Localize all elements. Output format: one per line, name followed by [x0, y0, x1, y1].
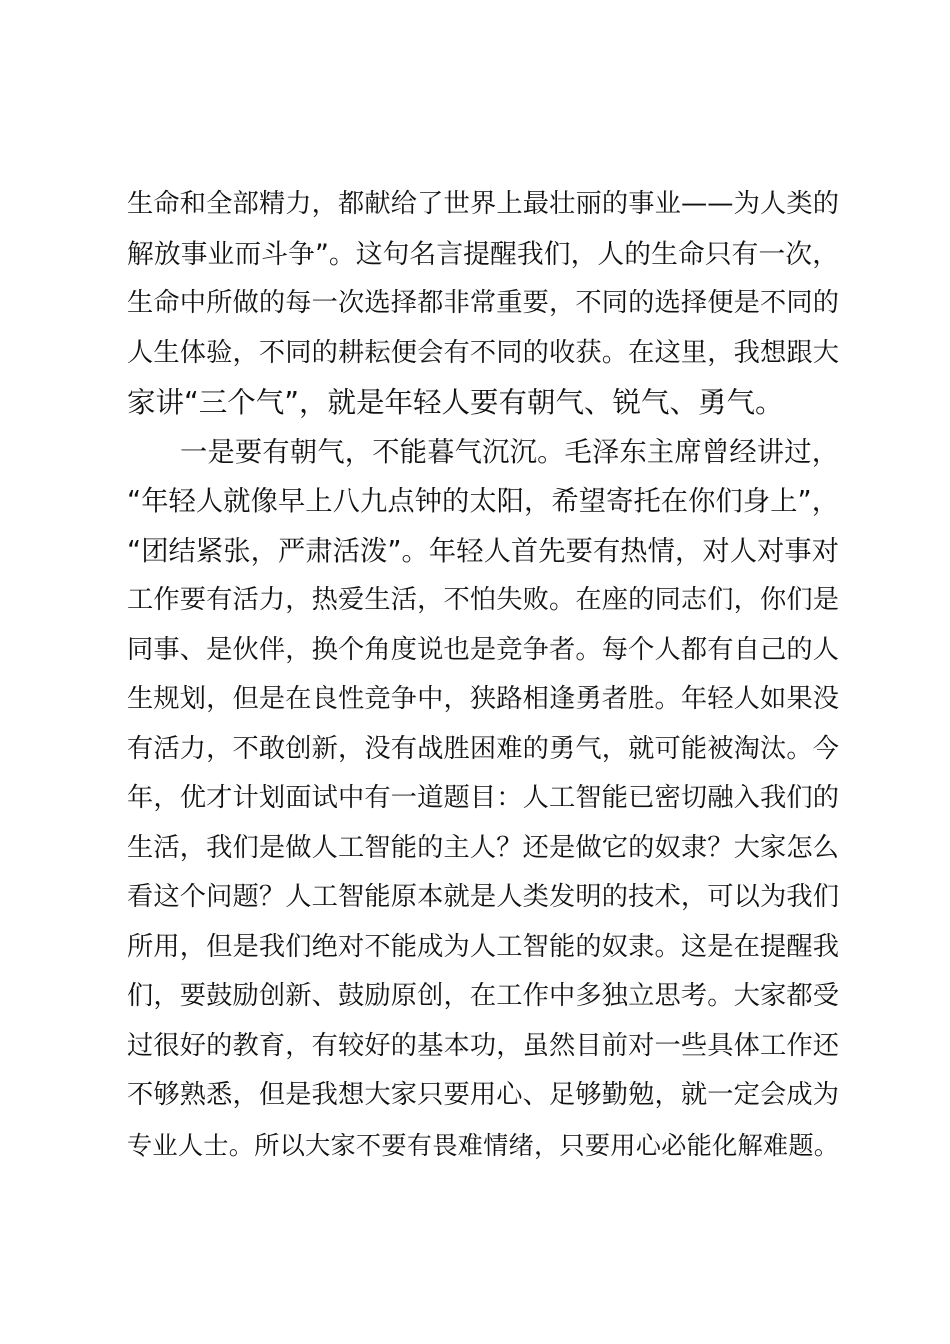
text-line: 们，要鼓励创新、鼓励原创，在工作中多独立思考。大家都受	[127, 981, 839, 1011]
body-text	[127, 180, 839, 1170]
text-line: 同事、是伙伴，换个角度说也是竞争者。每个人都有自己的人	[127, 634, 839, 665]
text-line: 有活力，不敢创新，没有战胜困难的勇气，就可能被淘汰。今	[127, 733, 839, 764]
text-line: 生活，我们是做人工智能的主人？还是做它的奴隶？大家怎么	[127, 832, 839, 863]
text-line: 家讲“三个气”，就是年轻人要有朝气、锐气、勇气。	[127, 386, 784, 419]
text-line: 过很好的教育，有较好的基本功，虽然目前对一些具体工作还	[127, 1030, 839, 1061]
text-line: 生命中所做的每一次选择都非常重要，不同的选择便是不同的	[127, 288, 839, 318]
text-line: “团结紧张，严肃活泼”。年轻人首先要有热情，对人对事对	[127, 535, 839, 567]
text-line: 生命和全部精力，都献给了世界上最壮丽的事业——为人类的	[127, 189, 839, 219]
text-line: 专业人士。所以大家不要有畏难情绪，只要用心必能化解难题。	[127, 1130, 839, 1160]
text-line: 工作要有活力，热爱生活，不怕失败。在座的同志们，你们是	[127, 585, 839, 615]
text-line: 所用，但是我们绝对不能成为人工智能的奴隶。这是在提醒我	[127, 931, 839, 962]
text-line: “年轻人就像早上八九点钟的太阳，希望寄托在你们身上”，	[127, 486, 839, 517]
text-line: 年，优才计划面试中有一道题目：人工智能已密切融入我们的	[127, 783, 839, 813]
text-line: 看这个问题？人工智能原本就是人类发明的技术，可以为我们	[127, 882, 839, 912]
paragraph-start-line: 一是要有朝气，不能暮气沉沉。毛泽东主席曾经讲过，	[180, 436, 839, 468]
text-line: 人生体验，不同的耕耘便会有不同的收获。在这里，我想跟大	[127, 337, 839, 368]
text-line: 不够熟悉，但是我想大家只要用心、足够勤勉，就一定会成为	[127, 1080, 839, 1110]
text-line: 解放事业而斗争”。这句名言提醒我们，人的生命只有一次，	[127, 238, 839, 270]
text-line: 生规划，但是在良性竞争中，狭路相逢勇者胜。年轻人如果没	[127, 684, 839, 714]
